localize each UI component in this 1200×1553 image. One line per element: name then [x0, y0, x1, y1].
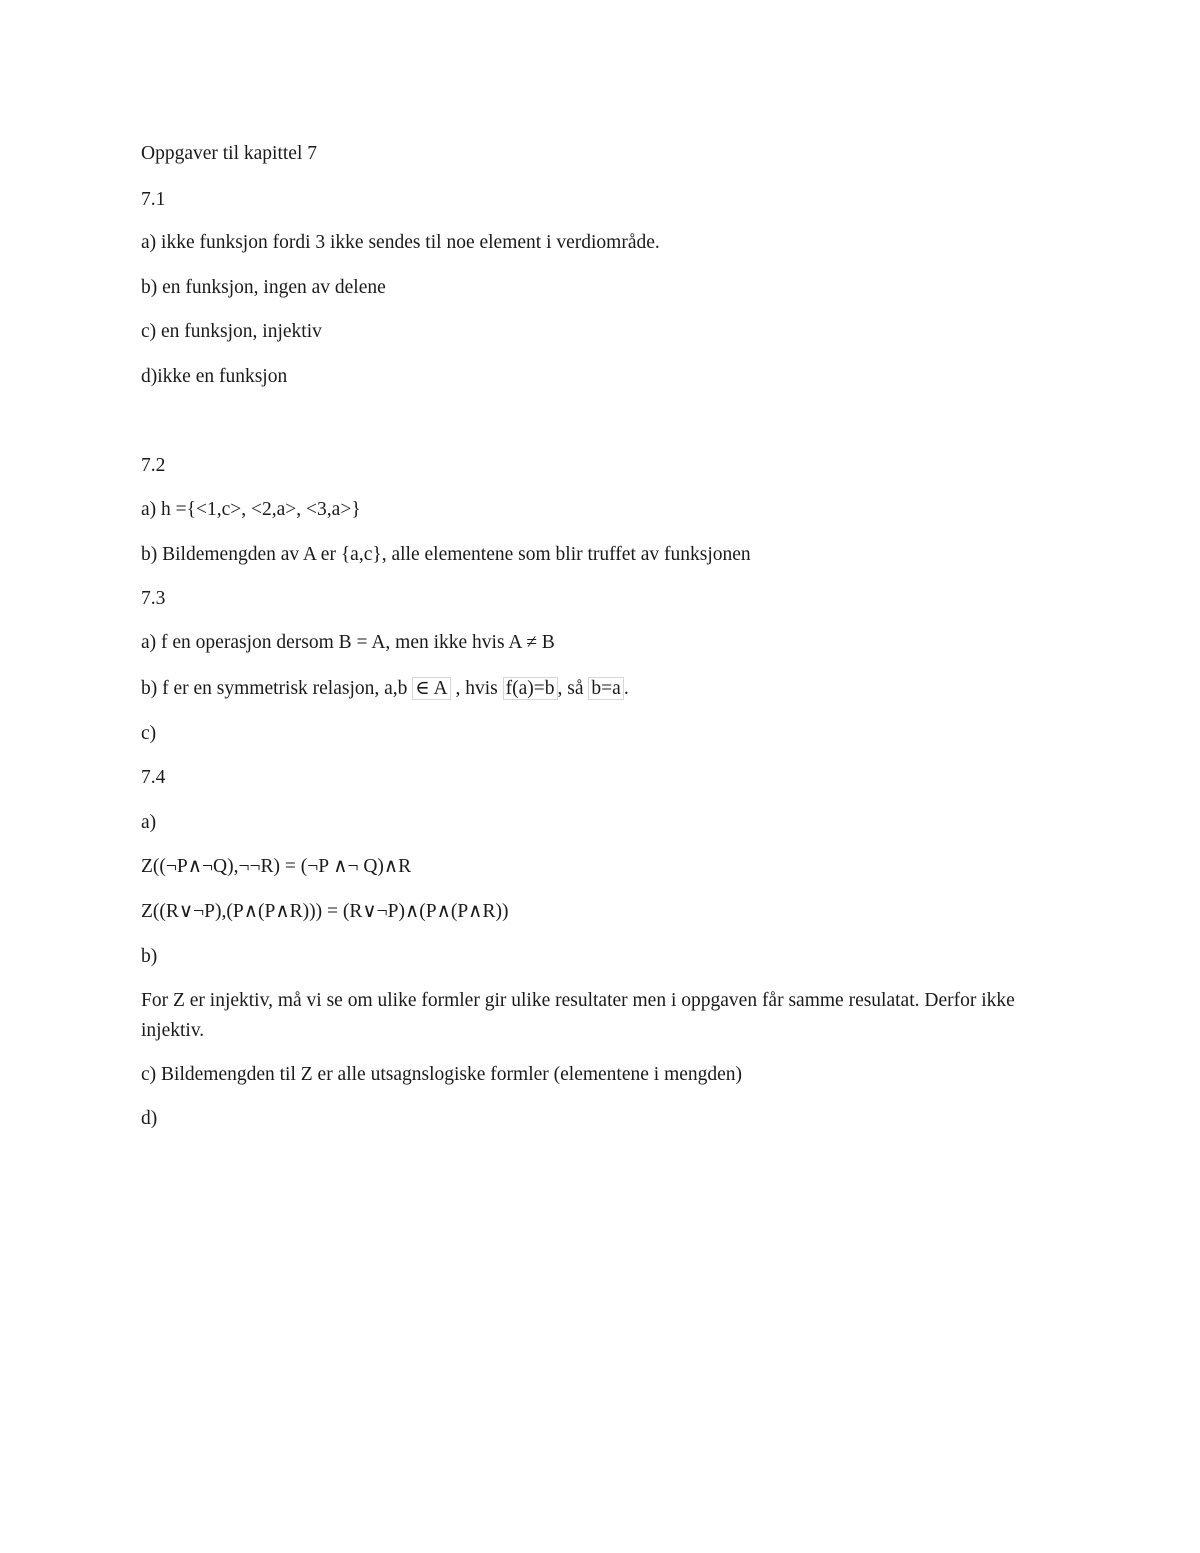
- answer-7-4-c: c) Bildemengden til Z er alle utsagnslogiske formler (elementene i mengden): [141, 1064, 743, 1085]
- answer-7-1-b: b) en funksjon, ingen av delene: [141, 277, 386, 298]
- section-heading-7-1: 7.1: [141, 189, 166, 210]
- answer-7-4-d: d): [141, 1108, 158, 1129]
- answer-7-3-b-text-end: .: [623, 678, 629, 699]
- answer-7-1-a: a) ikke funksjon fordi 3 ikke sendes til noe element i verdiområde.: [141, 232, 660, 253]
- formula-2: Z((R∨¬P),(P∧(P∧R))) = (R∨¬P)∧(P∧(P∧R)): [141, 901, 509, 922]
- answer-7-4-b: b): [141, 946, 158, 967]
- b-equals-a-box: b=a: [588, 677, 623, 700]
- answer-7-3-b-text-start: b) f er en symmetrisk relasjon, a,b: [141, 678, 413, 699]
- document-title: Oppgaver til kapittel 7: [141, 143, 317, 164]
- section-heading-7-4: 7.4: [141, 767, 166, 788]
- answer-7-1-d: d)ikke en funksjon: [141, 366, 288, 387]
- section-heading-7-3: 7.3: [141, 588, 166, 609]
- answer-7-3-b-text-mid2: , så: [557, 678, 589, 699]
- answer-7-1-c: c) en funksjon, injektiv: [141, 321, 322, 342]
- formula-1: Z((¬P∧¬Q),¬¬R) = (¬P ∧¬ Q)∧R: [141, 856, 412, 877]
- answer-7-2-b: b) Bildemengden av A er {a,c}, alle elementene som blir truffet av funksjonen: [141, 544, 751, 565]
- fa-equals-b-box: f(a)=b: [503, 677, 558, 700]
- section-heading-7-2: 7.2: [141, 455, 166, 476]
- answer-7-3-b: [141, 674, 629, 704]
- answer-7-2-a: a) h ={<1,c>, <2,a>, <3,a>}: [141, 499, 361, 520]
- answer-7-3-b-text-mid1: , hvis: [450, 678, 503, 699]
- answer-7-4-a: a): [141, 812, 157, 833]
- answer-7-3-c: c): [141, 723, 157, 744]
- element-of-box: ∈ A: [412, 677, 450, 700]
- answer-7-3-a: a) f en operasjon dersom B = A, men ikke hvis A ≠ B: [141, 632, 555, 653]
- answer-7-4-b-paragraph: For Z er injektiv, må vi se om ulike formler gir ulike resultater men i oppgaven får samme resulatat. Derfor ikke injektiv.: [141, 990, 1015, 1041]
